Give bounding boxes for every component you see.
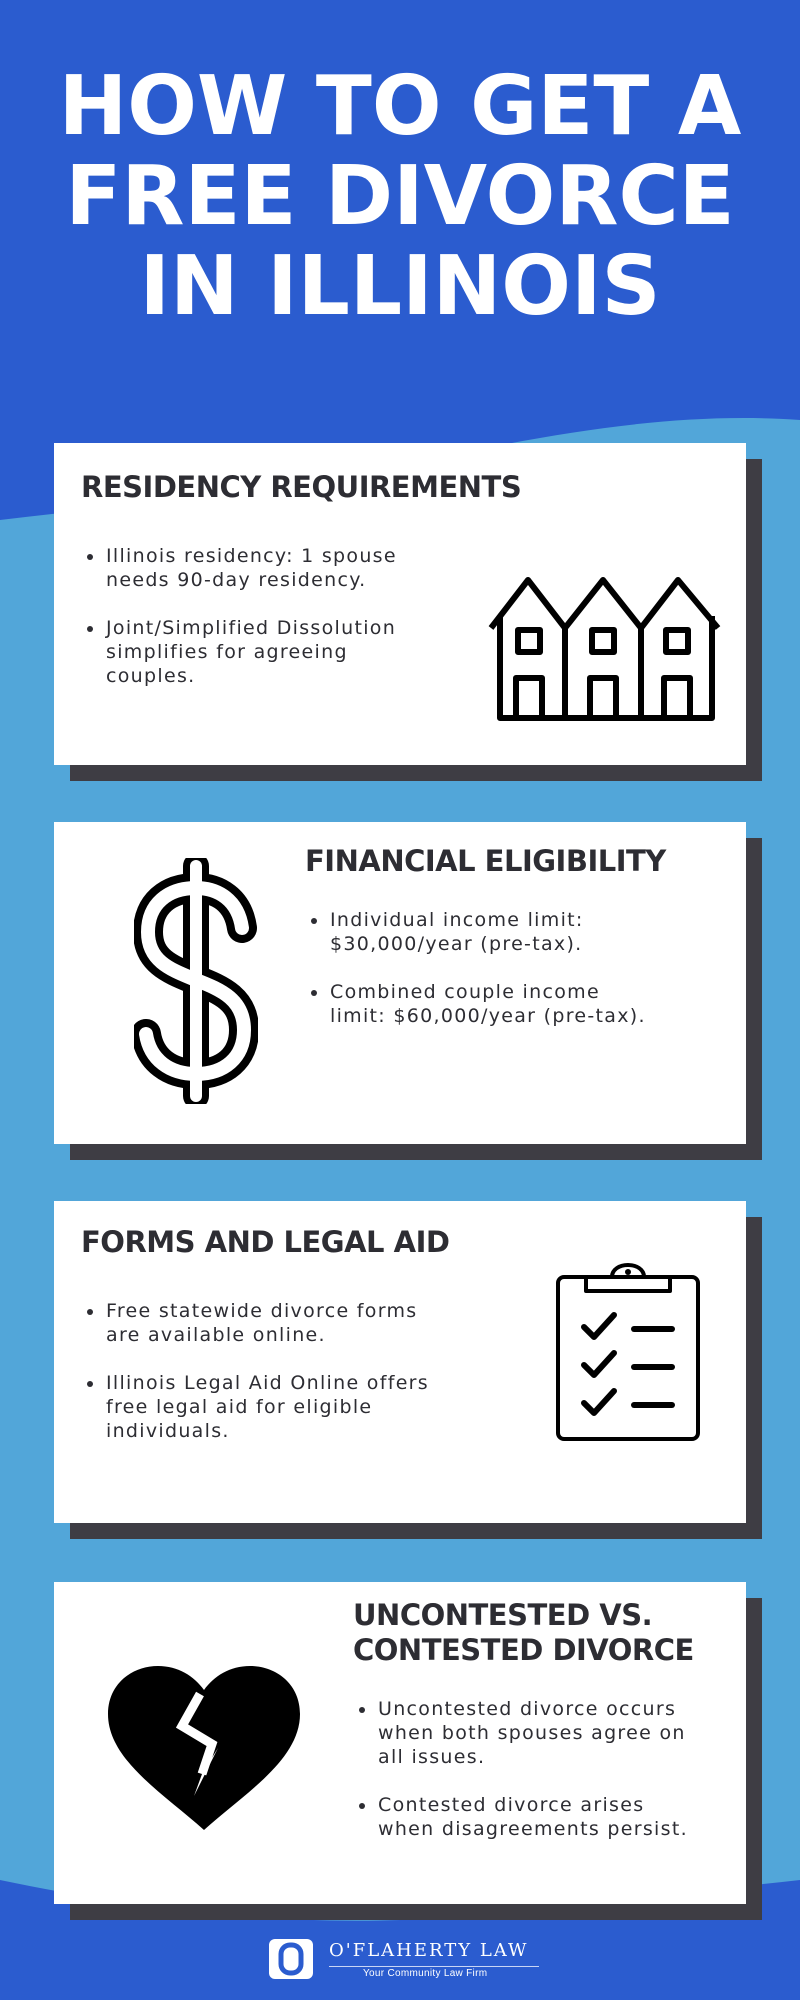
bullet-list	[356, 1697, 696, 1865]
townhouses-icon	[488, 570, 724, 726]
financial-section	[54, 822, 746, 1162]
clipboard-checklist-icon	[554, 1257, 702, 1443]
dollar-sign-icon	[134, 858, 258, 1104]
title-line-3: IN ILLINOIS	[139, 239, 661, 334]
list-item: Uncontested divorce occurs when both spouses agree on all issues.	[356, 1697, 696, 1769]
list-item: Free statewide divorce forms are available online.	[84, 1299, 444, 1347]
bullet-list	[84, 544, 444, 712]
residency-section	[54, 443, 746, 783]
section-heading: FORMS AND LEGAL AID	[81, 1225, 450, 1259]
list-item: Illinois residency: 1 spouse needs 90-day residency.	[84, 544, 444, 592]
section-heading	[353, 1598, 743, 1668]
forms-section	[54, 1201, 746, 1541]
list-item: Illinois Legal Aid Online offers free legal aid for eligible individuals.	[84, 1371, 444, 1443]
section-heading: RESIDENCY REQUIREMENTS	[81, 470, 522, 504]
footer-brand	[267, 1936, 547, 1984]
forms-card	[54, 1201, 746, 1523]
residency-card	[54, 443, 746, 765]
list-item: Joint/Simplified Dissolution simplifies for agreeing couples.	[84, 616, 444, 688]
footer-divider	[329, 1966, 539, 1967]
list-item: Contested divorce arises when disagreements persist.	[356, 1793, 696, 1841]
broken-heart-icon	[106, 1664, 302, 1832]
financial-card	[54, 822, 746, 1144]
heading-line-2: CONTESTED DIVORCE	[353, 1633, 694, 1667]
bullet-list	[308, 908, 648, 1052]
list-item: Combined couple income limit: $60,000/year (pre-tax).	[308, 980, 648, 1028]
title-line-1: HOW TO GET A	[58, 59, 742, 154]
oflaherty-logo-icon	[267, 1936, 315, 1982]
list-item: Individual income limit: $30,000/year (pre-tax).	[308, 908, 648, 956]
firm-name: O'FLAHERTY LAW	[329, 1940, 529, 1961]
page-title	[40, 59, 760, 334]
firm-tagline: Your Community Law Firm	[363, 1968, 488, 1979]
section-heading: FINANCIAL ELIGIBILITY	[305, 844, 666, 878]
heading-line-1: UNCONTESTED VS.	[353, 1598, 653, 1632]
contested-card	[54, 1582, 746, 1904]
bullet-list	[84, 1299, 444, 1467]
title-line-2: FREE DIVORCE	[65, 149, 735, 244]
contested-section	[54, 1582, 746, 1922]
